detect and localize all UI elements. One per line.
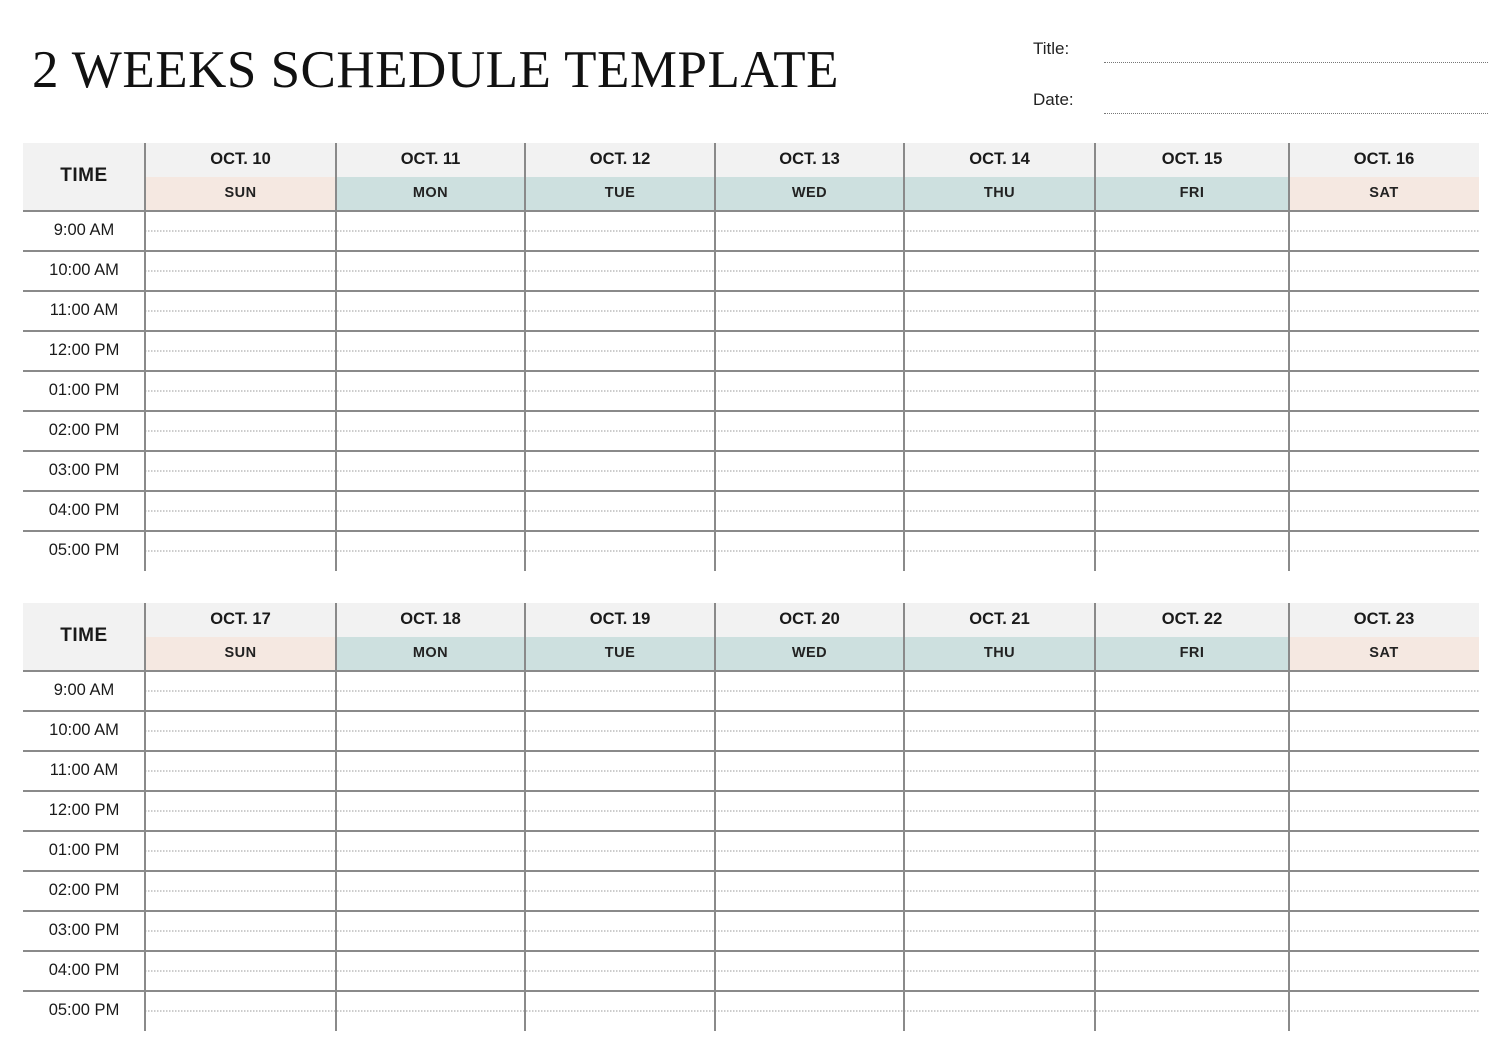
time-slot-label: 11:00 AM [49,300,119,319]
schedule-cell[interactable] [715,870,904,910]
schedule-cell[interactable] [715,750,904,790]
time-column-header: TIME [60,165,108,186]
schedule-cell[interactable] [145,830,336,870]
schedule-cell[interactable] [525,910,715,950]
schedule-cell[interactable] [1095,790,1289,830]
schedule-cell[interactable] [145,990,336,1030]
day-of-week-label: THU [983,645,1016,661]
schedule-cell[interactable] [1289,290,1479,330]
date-field-line[interactable] [1104,113,1488,114]
time-slot-label: 03:00 PM [48,460,120,479]
schedule-cell[interactable] [715,830,904,870]
schedule-cell[interactable] [525,950,715,990]
day-date-label: OCT. 16 [1353,149,1415,168]
schedule-cell[interactable] [1289,370,1479,410]
time-slot-label: 10:00 AM [49,720,119,739]
day-date-label: OCT. 15 [1161,149,1223,168]
schedule-cell[interactable] [525,530,715,570]
day-date-label: OCT. 14 [969,149,1030,168]
schedule-cell[interactable] [715,250,904,290]
schedule-cell[interactable] [715,210,904,250]
schedule-cell[interactable] [336,530,525,570]
schedule-cell[interactable] [715,950,904,990]
schedule-cell[interactable] [904,490,1095,530]
page-title: 2 WEEKS SCHEDULE TEMPLATE [32,41,840,99]
schedule-cell[interactable] [145,450,336,490]
schedule-cell[interactable] [336,750,525,790]
time-slot-label: 9:00 AM [53,680,115,699]
schedule-cell[interactable] [1095,750,1289,790]
schedule-cell[interactable] [904,370,1095,410]
schedule-cell[interactable] [1289,990,1479,1030]
schedule-cell[interactable] [1289,910,1479,950]
time-slot-label: 9:00 AM [53,220,115,239]
time-slot-label: 02:00 PM [48,420,120,439]
day-date-label: OCT. 19 [589,609,651,628]
day-of-week-label: SUN [224,645,257,661]
schedule-cell[interactable] [1095,410,1289,450]
schedule-cell[interactable] [1095,330,1289,370]
schedule-cell[interactable] [1289,410,1479,450]
schedule-cell[interactable] [904,750,1095,790]
schedule-cell[interactable] [715,410,904,450]
schedule-cell[interactable] [1095,450,1289,490]
day-of-week-label: MON [412,645,449,661]
schedule-cell[interactable] [1095,250,1289,290]
schedule-cell[interactable] [1095,530,1289,570]
day-of-week-label: SAT [1369,645,1399,661]
day-date-label: OCT. 11 [400,149,461,168]
schedule-cell[interactable] [336,710,525,750]
schedule-cell[interactable] [525,710,715,750]
schedule-cell[interactable] [1095,490,1289,530]
day-date-label: OCT. 13 [779,149,840,168]
schedule-cell[interactable] [145,250,336,290]
day-of-week-label: TUE [604,645,636,661]
schedule-cell[interactable] [1289,330,1479,370]
time-slot-label: 03:00 PM [48,920,120,939]
time-slot-label: 11:00 AM [49,760,119,779]
day-date-label: OCT. 18 [400,609,461,628]
schedule-cell[interactable] [336,490,525,530]
date-field-label: Date: [1033,90,1074,109]
schedule-cell[interactable] [715,670,904,710]
schedule-cell[interactable] [145,210,336,250]
schedule-cell[interactable] [904,250,1095,290]
schedule-cell[interactable] [1095,950,1289,990]
schedule-cell[interactable] [1095,670,1289,710]
day-date-label: OCT. 23 [1353,609,1415,628]
schedule-cell[interactable] [1289,870,1479,910]
schedule-cell[interactable] [1095,870,1289,910]
schedule-cell[interactable] [336,290,525,330]
schedule-cell[interactable] [1289,250,1479,290]
day-of-week-label: WED [791,185,828,201]
schedule-cell[interactable] [904,790,1095,830]
schedule-cell[interactable] [525,750,715,790]
day-of-week-label: FRI [1179,645,1205,661]
schedule-cell[interactable] [1289,450,1479,490]
schedule-cell[interactable] [715,330,904,370]
schedule-cell[interactable] [904,450,1095,490]
schedule-cell[interactable] [525,870,715,910]
day-date-label: OCT. 12 [589,149,651,168]
schedule-cell[interactable] [336,370,525,410]
day-of-week-label: WED [791,645,828,661]
schedule-cell[interactable] [904,710,1095,750]
schedule-cell[interactable] [715,490,904,530]
week-2-schedule [23,602,1479,1032]
schedule-cell[interactable] [1095,910,1289,950]
day-of-week-label: SAT [1369,185,1399,201]
schedule-cell[interactable] [1095,290,1289,330]
schedule-cell[interactable] [904,530,1095,570]
schedule-cell[interactable] [336,450,525,490]
schedule-cell[interactable] [145,330,336,370]
schedule-cell[interactable] [904,330,1095,370]
schedule-cell[interactable] [904,830,1095,870]
time-slot-label: 05:00 PM [48,1000,120,1019]
schedule-cell[interactable] [525,830,715,870]
time-slot-label: 12:00 PM [48,340,120,359]
schedule-cell[interactable] [525,490,715,530]
day-date-label: OCT. 17 [210,609,271,628]
schedule-cell[interactable] [145,290,336,330]
schedule-cell[interactable] [336,330,525,370]
schedule-cell[interactable] [904,870,1095,910]
schedule-cell[interactable] [525,330,715,370]
day-date-label: OCT. 21 [969,609,1030,628]
schedule-cell[interactable] [904,210,1095,250]
time-slot-label: 10:00 AM [49,260,119,279]
schedule-cell[interactable] [715,450,904,490]
schedule-cell[interactable] [1289,210,1479,250]
schedule-cell[interactable] [336,950,525,990]
time-slot-label: 12:00 PM [48,800,120,819]
schedule-cell[interactable] [336,210,525,250]
schedule-cell[interactable] [336,250,525,290]
schedule-cell[interactable] [904,910,1095,950]
schedule-cell[interactable] [1289,530,1479,570]
schedule-cell[interactable] [1289,950,1479,990]
day-of-week-label: TUE [604,185,636,201]
schedule-cell[interactable] [525,790,715,830]
schedule-cell[interactable] [525,210,715,250]
schedule-cell[interactable] [145,870,336,910]
time-column-header: TIME [60,625,108,646]
schedule-cell[interactable] [145,370,336,410]
time-slot-label: 04:00 PM [48,500,120,519]
schedule-cell[interactable] [1289,710,1479,750]
schedule-cell[interactable] [904,670,1095,710]
schedule-cell[interactable] [336,870,525,910]
schedule-cell[interactable] [145,910,336,950]
schedule-cell[interactable] [904,290,1095,330]
time-slot-label: 05:00 PM [48,540,120,559]
time-slot-label: 02:00 PM [48,880,120,899]
day-date-label: OCT. 10 [210,149,271,168]
schedule-cell[interactable] [336,790,525,830]
schedule-cell[interactable] [715,790,904,830]
schedule-cell[interactable] [145,790,336,830]
schedule-cell[interactable] [145,490,336,530]
schedule-cell[interactable] [1095,210,1289,250]
schedule-cell[interactable] [1095,830,1289,870]
schedule-cell[interactable] [336,990,525,1030]
schedule-cell[interactable] [1289,490,1479,530]
schedule-cell[interactable] [145,530,336,570]
schedule-cell[interactable] [525,410,715,450]
schedule-cell[interactable] [525,290,715,330]
schedule-cell[interactable] [525,670,715,710]
day-of-week-label: FRI [1179,185,1205,201]
schedule-cell[interactable] [525,450,715,490]
schedule-cell[interactable] [715,710,904,750]
title-field-label: Title: [1033,39,1070,58]
day-date-label: OCT. 20 [779,609,840,628]
schedule-cell[interactable] [904,410,1095,450]
schedule-cell[interactable] [1289,790,1479,830]
schedule-cell[interactable] [904,990,1095,1030]
schedule-cell[interactable] [525,250,715,290]
day-date-label: OCT. 22 [1161,609,1223,628]
schedule-cell[interactable] [715,910,904,950]
schedule-cell[interactable] [1095,370,1289,410]
week-1-schedule [23,142,1479,572]
title-field-line[interactable] [1104,62,1488,63]
schedule-cell[interactable] [715,530,904,570]
time-slot-label: 01:00 PM [48,840,120,859]
schedule-cell[interactable] [904,950,1095,990]
schedule-cell[interactable] [145,670,336,710]
schedule-cell[interactable] [145,750,336,790]
schedule-cell[interactable] [145,710,336,750]
schedule-cell[interactable] [336,670,525,710]
schedule-cell[interactable] [336,410,525,450]
day-of-week-label: THU [983,185,1016,201]
schedule-cell[interactable] [1095,990,1289,1030]
schedule-cell[interactable] [336,910,525,950]
schedule-cell[interactable] [525,990,715,1030]
day-of-week-label: SUN [224,185,257,201]
schedule-cell[interactable] [145,950,336,990]
schedule-cell[interactable] [1289,830,1479,870]
schedule-cell[interactable] [336,830,525,870]
schedule-cell[interactable] [715,370,904,410]
time-slot-label: 04:00 PM [48,960,120,979]
time-slot-label: 01:00 PM [48,380,120,399]
schedule-cell[interactable] [145,410,336,450]
schedule-cell[interactable] [1095,710,1289,750]
schedule-cell[interactable] [525,370,715,410]
schedule-cell[interactable] [1289,670,1479,710]
schedule-cell[interactable] [715,290,904,330]
schedule-cell[interactable] [1289,750,1479,790]
schedule-cell[interactable] [715,990,904,1030]
day-of-week-label: MON [412,185,449,201]
